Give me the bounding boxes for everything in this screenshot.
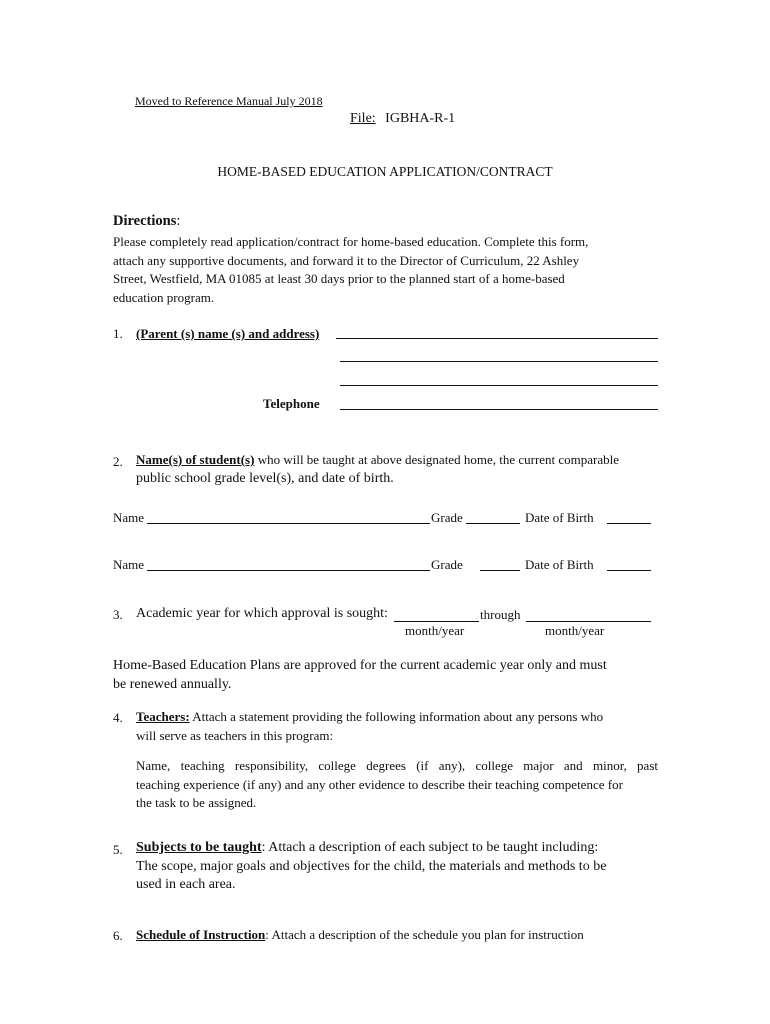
page-title: HOME-BASED EDUCATION APPLICATION/CONTRACT bbox=[217, 164, 553, 179]
student-dob-field[interactable] bbox=[607, 570, 651, 571]
directions-line: Please completely read application/contract for home-based education. Complete this form, bbox=[113, 234, 589, 249]
renewal-notice bbox=[113, 657, 607, 694]
student-names-label: Name(s) of student(s) bbox=[136, 452, 255, 467]
item4-text-line-1: Attach a statement providing the following information about any persons who bbox=[189, 709, 604, 724]
item2-text bbox=[136, 451, 619, 488]
directions-colon: : bbox=[176, 213, 181, 229]
item5-colon: : bbox=[261, 840, 266, 855]
item2-line-1 bbox=[136, 451, 619, 470]
parent-address-field-line-3[interactable] bbox=[340, 385, 658, 386]
item5-number: 5. bbox=[113, 842, 123, 857]
from-caption: month/year bbox=[405, 623, 465, 638]
item2-text-line-2: public school grade level(s), and date of birth. bbox=[136, 470, 394, 486]
item5-line-1 bbox=[136, 839, 606, 858]
student-name-field[interactable] bbox=[147, 523, 430, 524]
academic-year-from-field[interactable] bbox=[394, 621, 479, 622]
item5-text bbox=[136, 839, 606, 895]
item6-number: 6. bbox=[113, 928, 123, 943]
directions-heading-text: Directions bbox=[113, 213, 177, 229]
subjects-label: Subjects to be taught bbox=[136, 840, 262, 855]
item1-number: 1. bbox=[113, 326, 123, 341]
item2-number: 2. bbox=[113, 454, 123, 469]
academic-year-label: Academic year for which approval is sought: bbox=[136, 606, 388, 621]
to-caption: month/year bbox=[545, 623, 605, 638]
student-grade-label: Grade bbox=[431, 510, 463, 525]
student-grade-field[interactable] bbox=[466, 523, 520, 524]
teacher-details bbox=[136, 757, 658, 813]
file-code: IGBHA-R-1 bbox=[385, 111, 456, 126]
moved-note: Moved to Reference Manual July 2018 bbox=[135, 94, 323, 108]
directions-line: attach any supportive documents, and forward it to the Director of Curriculum, 22 Ashley bbox=[113, 252, 580, 268]
notice-line-1: Home-Based Education Plans are approved for the current academic year only and must bbox=[113, 658, 607, 673]
directions-line: education program. bbox=[113, 289, 215, 305]
student-grade-label: Grade bbox=[431, 557, 463, 572]
item4-line-1 bbox=[136, 708, 603, 727]
file-reference bbox=[350, 111, 455, 127]
parent-name-field-line-1[interactable] bbox=[336, 338, 658, 339]
student-dob-label: Date of Birth bbox=[525, 557, 594, 572]
student-name-label: Name bbox=[113, 510, 145, 525]
directions-line: Street, Westfield, MA 01085 at least 30 days prior to the planned start of a home-based bbox=[113, 271, 565, 286]
item2-text-line-1: who will be taught at above designated home, the current comparable bbox=[254, 452, 620, 467]
schedule-label: Schedule of Instruction bbox=[136, 927, 266, 942]
parent-name-address-label: (Parent (s) name (s) and address) bbox=[136, 326, 320, 341]
item4-text-line-2: will serve as teachers in this program: bbox=[136, 727, 334, 743]
item6-text-body: Attach a description of the schedule you plan for instruction bbox=[268, 927, 584, 942]
student-dob-label: Date of Birth bbox=[525, 510, 594, 525]
student-dob-field[interactable] bbox=[607, 523, 651, 524]
student-name-field[interactable] bbox=[147, 570, 430, 571]
item6-text bbox=[136, 927, 584, 943]
teacher-details-line: Name, teaching responsibility, college degrees (if any), college major and minor, past bbox=[136, 758, 658, 773]
student-grade-field[interactable] bbox=[480, 570, 520, 571]
student-name-label: Name bbox=[113, 557, 145, 572]
directions-text bbox=[113, 233, 588, 307]
item6-colon: : bbox=[265, 927, 269, 942]
through-label: through bbox=[480, 607, 521, 622]
item5-text-line-2: The scope, major goals and objectives for the child, the materials and methods to be bbox=[136, 858, 607, 874]
item5-text-line-3: used in each area. bbox=[136, 877, 236, 892]
file-label: File: bbox=[350, 111, 376, 126]
telephone-label: Telephone bbox=[263, 396, 320, 411]
notice-line-2: be renewed annually. bbox=[113, 676, 232, 692]
teachers-label: Teachers: bbox=[136, 709, 190, 724]
teacher-details-line: the task to be assigned. bbox=[136, 795, 257, 810]
item4-text bbox=[136, 708, 603, 745]
item4-number: 4. bbox=[113, 710, 123, 725]
academic-year-to-field[interactable] bbox=[526, 621, 651, 622]
telephone-field-line[interactable] bbox=[340, 409, 658, 410]
item5-text-line-1: Attach a description of each subject to be taught including: bbox=[265, 840, 599, 855]
directions-heading bbox=[113, 213, 180, 230]
teacher-details-line: teaching experience (if any) and any other evidence to describe their teaching competence for bbox=[136, 776, 623, 792]
parent-address-field-line-2[interactable] bbox=[340, 361, 658, 362]
item3-number: 3. bbox=[113, 607, 123, 622]
